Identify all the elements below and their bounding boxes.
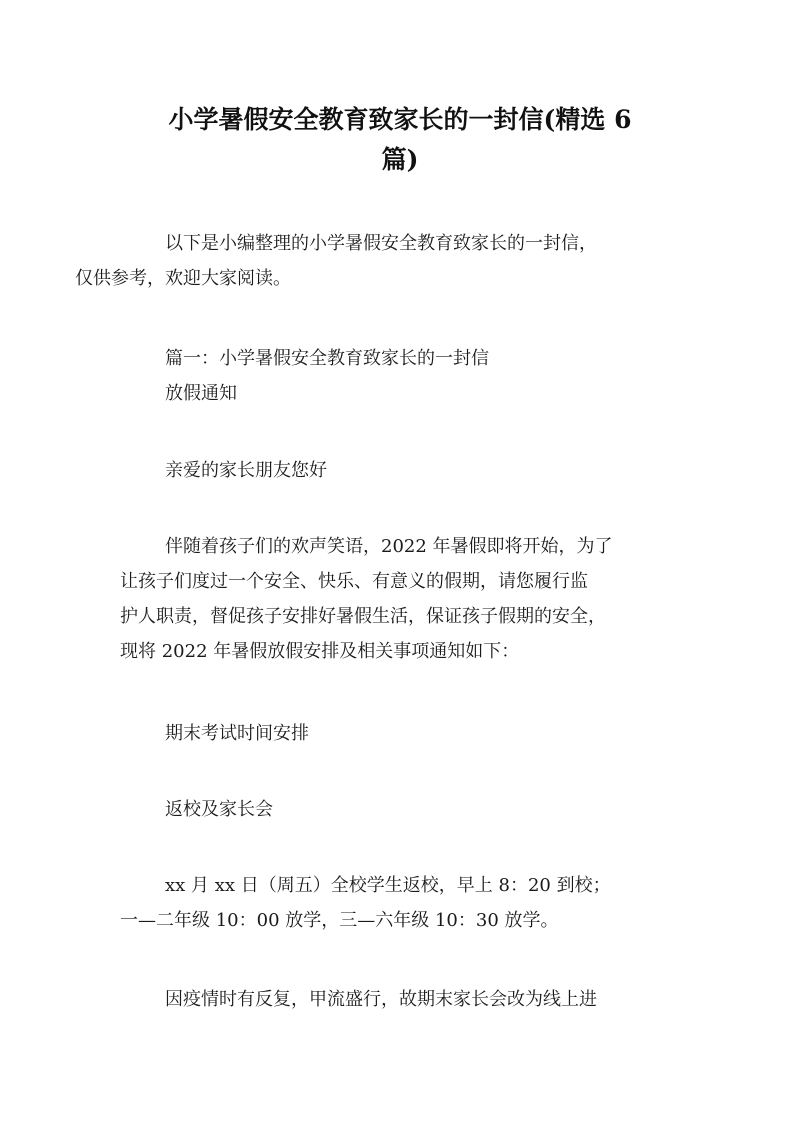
item-1-text: 期末考试时间安排 xyxy=(165,723,309,744)
item-1-paragraph xyxy=(120,716,685,751)
title-line-2: 篇) xyxy=(381,145,419,174)
section-1-heading-text: 篇一：小学暑假安全教育致家长的一封信 xyxy=(165,348,489,369)
body-1-line-3: 护人职责，督促孩子安排好暑假生活，保证孩子假期的安全， xyxy=(120,606,606,627)
body-1-line-1: 伴随着孩子们的欢声笑语，2022 年暑假即将开始，为了 xyxy=(165,536,613,557)
intro-line-1: 以下是小编整理的小学暑假安全教育致家长的一封信， xyxy=(165,233,597,254)
body-1-line-4: 现将 2022 年暑假放假安排及相关事项通知如下： xyxy=(120,641,520,662)
body-1-line-2: 让孩子们度过一个安全、快乐、有意义的假期，请您履行监 xyxy=(120,571,588,592)
body-2-line-2: 一—二年级 10：00 放学，三—六年级 10：30 放学。 xyxy=(120,910,559,931)
intro-paragraph xyxy=(75,226,685,296)
item-2-paragraph xyxy=(120,792,685,827)
body-paragraph-3 xyxy=(120,982,685,1017)
item-2-text: 返校及家长会 xyxy=(165,799,273,820)
title-line-1: 小学暑假安全教育致家长的一封信(精选 6 xyxy=(168,105,632,134)
section-1-heading xyxy=(120,341,685,411)
intro-line-2: 仅供参考，欢迎大家阅读。 xyxy=(75,268,291,289)
body-paragraph-2 xyxy=(120,868,685,938)
greeting-text: 亲爱的家长朋友您好 xyxy=(165,460,327,481)
body-3-line-1: 因疫情时有反复，甲流盛行，故期末家长会改为线上进 xyxy=(165,989,597,1010)
section-1-subheading: 放假通知 xyxy=(165,383,237,404)
greeting-paragraph xyxy=(120,453,685,488)
body-paragraph-1 xyxy=(120,529,685,669)
body-2-line-1: xx 月 xx 日（周五）全校学生返校，早上 8：20 到校； xyxy=(165,875,611,896)
document-title xyxy=(100,100,700,180)
